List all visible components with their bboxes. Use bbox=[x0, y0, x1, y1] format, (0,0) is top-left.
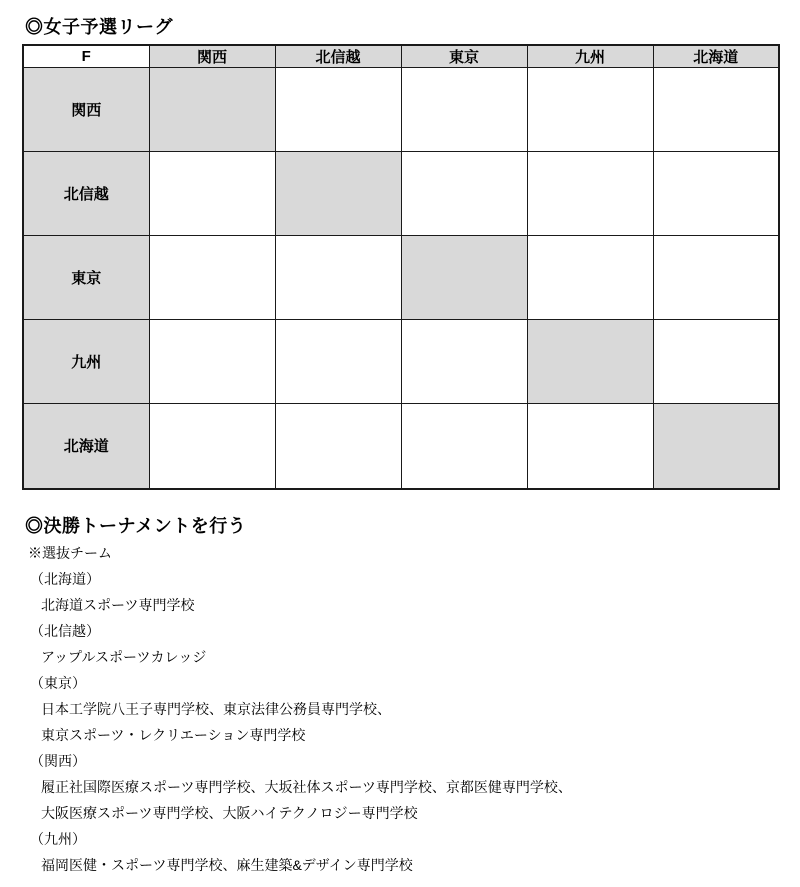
table-row bbox=[23, 151, 779, 235]
match-cell bbox=[149, 319, 275, 403]
match-cell bbox=[275, 235, 401, 319]
region-label: （北海道） bbox=[30, 571, 100, 587]
table-row bbox=[23, 403, 779, 489]
region-label: （関西） bbox=[30, 753, 86, 769]
column-header: 九州 bbox=[527, 45, 653, 68]
match-cell bbox=[275, 68, 401, 152]
match-cell bbox=[527, 235, 653, 319]
match-cell bbox=[653, 235, 779, 319]
school-line: アップルスポーツカレッジ bbox=[41, 649, 207, 665]
diagonal-cell bbox=[149, 68, 275, 152]
region-label: （北信越） bbox=[30, 623, 100, 639]
league-crosstable bbox=[22, 44, 780, 490]
match-cell bbox=[401, 68, 527, 152]
table-row bbox=[23, 235, 779, 319]
column-header: 北信越 bbox=[275, 45, 401, 68]
region-label: （九州） bbox=[30, 831, 86, 847]
match-cell bbox=[527, 151, 653, 235]
table-row bbox=[23, 319, 779, 403]
match-cell bbox=[401, 151, 527, 235]
row-header: 九州 bbox=[23, 319, 149, 403]
selected-teams-note: ※選抜チーム bbox=[28, 545, 112, 561]
tournament-section-title: ◎決勝トーナメントを行う bbox=[25, 516, 247, 536]
match-cell bbox=[149, 235, 275, 319]
row-header: 東京 bbox=[23, 235, 149, 319]
team-groups bbox=[28, 566, 572, 878]
match-cell bbox=[653, 68, 779, 152]
match-cell bbox=[149, 403, 275, 489]
school-line: 福岡医健・スポーツ専門学校、麻生建築&デザイン専門学校 bbox=[41, 857, 413, 873]
match-cell bbox=[653, 151, 779, 235]
school-line: 大阪医療スポーツ専門学校、大阪ハイテクノロジー専門学校 bbox=[41, 805, 418, 821]
match-cell bbox=[527, 68, 653, 152]
match-cell bbox=[401, 319, 527, 403]
table-header-row bbox=[23, 45, 779, 68]
column-header: 東京 bbox=[401, 45, 527, 68]
match-cell bbox=[275, 403, 401, 489]
league-section-title: ◎女子予選リーグ bbox=[25, 17, 173, 37]
region-label: （東京） bbox=[30, 675, 86, 691]
column-header: 北海道 bbox=[653, 45, 779, 68]
match-cell bbox=[527, 403, 653, 489]
match-cell bbox=[275, 319, 401, 403]
match-cell bbox=[653, 319, 779, 403]
column-header: 関西 bbox=[149, 45, 275, 68]
match-cell bbox=[149, 151, 275, 235]
school-line: 日本工学院八王子専門学校、東京法律公務員専門学校、 bbox=[41, 701, 391, 717]
table-row bbox=[23, 68, 779, 152]
diagonal-cell bbox=[401, 235, 527, 319]
row-header: 関西 bbox=[23, 68, 149, 152]
diagonal-cell bbox=[653, 403, 779, 489]
row-header: 北信越 bbox=[23, 151, 149, 235]
table-corner-cell: F bbox=[23, 45, 149, 68]
selected-teams-list bbox=[28, 540, 572, 878]
match-cell bbox=[401, 403, 527, 489]
diagonal-cell bbox=[275, 151, 401, 235]
school-line: 北海道スポーツ専門学校 bbox=[41, 597, 195, 613]
diagonal-cell bbox=[527, 319, 653, 403]
row-header: 北海道 bbox=[23, 403, 149, 489]
school-line: 履正社国際医療スポーツ専門学校、大坂社体スポーツ専門学校、京都医健専門学校、 bbox=[41, 779, 572, 795]
school-line: 東京スポーツ・レクリエーション専門学校 bbox=[41, 727, 306, 743]
